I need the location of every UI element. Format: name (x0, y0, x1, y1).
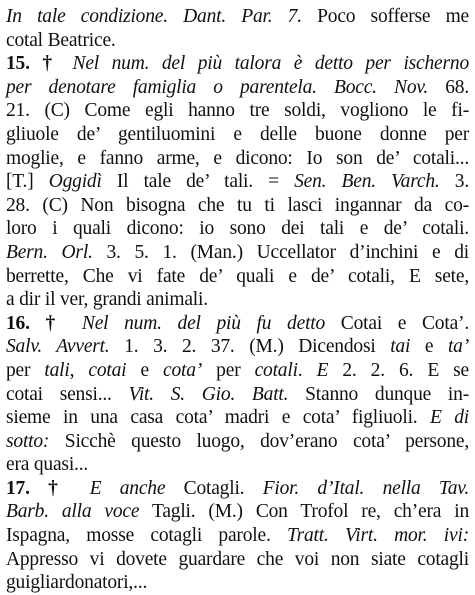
text-line (6, 524, 469, 548)
italic-text: Salv. Avvert. (6, 336, 110, 358)
italic-text: E (316, 359, 329, 381)
italic-text: sotto: (6, 430, 50, 452)
text-segment: Sicchè questo luogo, dov’erano cota’ persone, (49, 430, 469, 452)
text-line (6, 241, 469, 265)
text-segment: berrette, Che vi fate de’ quali e de’ cotali, E sete, (6, 265, 469, 287)
text-segment: guigliardonatori,... (6, 572, 148, 594)
text-line (6, 147, 469, 171)
text-segment: 2. 2. 6. E se (328, 359, 469, 381)
text-segment: Cotagli. (165, 477, 263, 499)
italic-text: Nel num. del più fu detto (81, 312, 326, 334)
italic-text: Vit. S. Gio. Batt. (128, 383, 289, 405)
text-line (6, 265, 469, 289)
text-segment: 3. (439, 171, 469, 193)
text-line (6, 383, 469, 407)
text-segment: gliuole de’ gentiluomini e delle buone donne per (6, 123, 469, 145)
text-line (6, 76, 469, 100)
text-segment: Il tale de’ tali. = (101, 171, 295, 193)
text-line (6, 5, 469, 29)
italic-text: cotai (88, 359, 127, 381)
text-line (6, 288, 469, 312)
text-segment: per (6, 359, 45, 381)
text-segment: Poco sofferse me (301, 6, 469, 27)
italic-text: Barb. alla voce (6, 501, 140, 523)
text-line (6, 29, 469, 53)
italic-text: ta’ (447, 336, 470, 358)
text-segment: . (297, 359, 317, 381)
text-segment: a dir il ver, grandi animali. (6, 289, 208, 311)
text-line (6, 335, 469, 359)
italic-text: cota’ (163, 359, 203, 381)
text-line (6, 430, 469, 454)
text-line (6, 217, 469, 241)
text-segment: Appresso vi dovete guardare che voi non siate cotagli (6, 548, 469, 570)
italic-text: Tratt. Virt. mor. ivi: (287, 525, 469, 547)
italic-text: In tale condizione. Dant. Par. 7. (6, 6, 302, 27)
text-line (6, 312, 469, 336)
text-segment: , (69, 359, 89, 381)
text-segment: 1. 3. 2. 37. (M.) Dicendosi (109, 336, 391, 358)
text-segment: 3. 5. 1. (Man.) Uccellator d’inchini e di (92, 241, 469, 263)
italic-text: Sen. Ben. Varch. (294, 171, 440, 193)
italic-text: tai (390, 336, 411, 358)
text-segment: 21. (C) Come egli hanno tre soldi, vogliono le fi- (6, 100, 469, 122)
italic-text: E di (429, 407, 469, 429)
text-line (6, 548, 469, 572)
italic-text: tali (44, 359, 70, 381)
text-segment: loro i quali dicono: io sono dei tali e de’ cotali. (6, 218, 469, 240)
text-segment: [T.] (6, 171, 49, 193)
italic-text: Bern. Orl. (6, 241, 93, 263)
text-line (6, 170, 469, 194)
text-segment: Ispagna, mosse cotagli parole. (6, 525, 287, 547)
text-segment: Tagli. (M.) Con Trofol re, ch’era in (139, 501, 469, 523)
text-segment: sieme in una casa cota’ madri e cota’ figliuoli. (6, 407, 430, 429)
text-line (6, 500, 469, 524)
text-segment: Stanno dunque in- (288, 383, 469, 405)
italic-text: Oggidì (48, 171, 102, 193)
text-segment: Cotai e Cota’. (325, 312, 469, 334)
text-segment: per (202, 359, 255, 381)
text-line (6, 123, 469, 147)
text-segment: 28. (C) Non bisogna che tu ti lasci ingannar da co- (6, 194, 469, 216)
italic-text: Nel num. del più talora è detto per ischerno (72, 53, 469, 75)
text-segment: cotal Beatrice. (6, 29, 116, 51)
text-segment: moglie, e fanno arme, e dicono: Io son de’ cotali... (6, 147, 469, 169)
italic-text: per denotare famiglia o parentela. Bocc. Nov. (6, 76, 429, 98)
italic-text: cotali (254, 359, 298, 381)
text-segment: e (126, 359, 164, 381)
text-segment: e (410, 336, 448, 358)
text-line (6, 406, 469, 430)
text-line (6, 99, 469, 123)
text-segment: 16. † (6, 312, 82, 334)
text-line (6, 359, 469, 383)
text-segment: era quasi... (6, 454, 89, 476)
text-line (6, 52, 469, 76)
text-line (6, 194, 469, 218)
italic-text: Fior. d’Ital. nella Tav. (262, 477, 469, 499)
text-segment: 17. † (6, 477, 90, 499)
text-segment: cotai sensi... (6, 383, 129, 405)
italic-text: E anche (89, 477, 166, 499)
text-segment: 15. † (6, 53, 73, 75)
text-segment: 68. (428, 76, 469, 98)
text-line (6, 453, 469, 477)
text-line (6, 477, 469, 501)
text-line (6, 571, 469, 595)
